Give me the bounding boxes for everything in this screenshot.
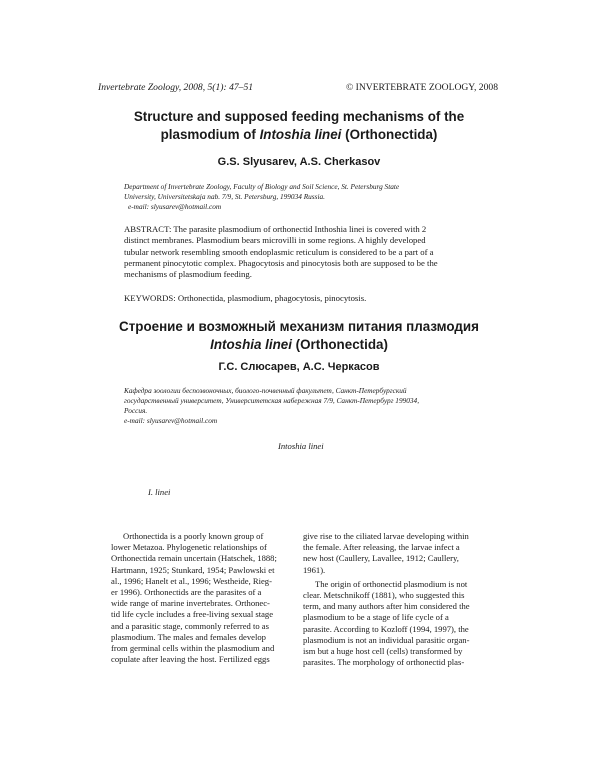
russian-affiliation-line3: Россия. [124,406,148,415]
copyright-notice: © INVERTEBRATE ZOOLOGY, 2008 [345,82,498,93]
body-line: The origin of orthonectid plasmodium is not [315,578,468,589]
english-affiliation-line2: University, Universitetskaja nab. 7/9, St. Petersburg, 199034 Russia. [124,192,325,201]
body-line: plasmodium is not an individual parasitic organ- [303,634,470,645]
body-paragraph [111,531,296,665]
body-line: al., 1996; Hanelt et al., 1996; Westheide, Rieg- [111,575,272,586]
russian-affiliation-line2: государственный университет, Университетская набережная 7/9, Санкт-Петербург 199034, [124,396,420,405]
body-line: copulate after leaving the host. Fertilized eggs [111,654,270,665]
body-line: Hartmann, 1925; Stunkard, 1954; Pawlowski et [111,564,275,575]
body-left-column [111,531,296,665]
abstract-line: distinct membranes. Plasmodium bears microvilli in some regions. A highly developed [124,235,426,246]
body-line: from germinal cells within the plasmodium and [111,643,275,654]
body-line: the female. After releasing, the larvae infect a [303,542,460,553]
russian-email: e-mail: slyusarev@hotmail.com [124,416,218,425]
abstract-line: ABSTRACT: The parasite plasmodium of orthonectid Inthoshia linei is covered with 2 [124,224,427,234]
english-abstract [124,224,484,280]
english-title-line1: Structure and supposed feeding mechanisms of the [133,109,465,124]
abstract-line: permanent pinocytotic complex. Phagocytosis and pinocytosis both are supposed to be the [124,257,438,268]
english-affiliation [124,182,486,212]
body-line: Orthonectida remain uncertain (Hatschek, 1888; [111,553,277,564]
russian-title-line1: Строение и возможный механизм питания плазмодия [119,319,479,334]
body-line: 1961). [303,564,326,575]
english-keywords: KEYWORDS: Orthonectida, plasmodium, phagocytosis, pinocytosis. [124,293,367,303]
russian-body-species: I. linei [148,487,171,497]
body-line: ism but a huge host cell (cells) transformed by [303,646,463,657]
russian-title-line2 [98,336,500,354]
body-line: plasmodium to be a stage of life cycle of a [303,612,449,623]
body-line: clear. Metschnikoff (1881), who suggested this [303,590,465,601]
russian-affiliation [124,386,486,426]
english-title-post: (Orthonectida) [341,127,438,142]
russian-abstract-species: Intoshia linei [278,441,324,451]
body-line: plasmodium. The males and females develop [111,631,266,642]
english-title [98,108,500,144]
russian-title [98,318,500,354]
body-paragraph [303,579,489,669]
english-title-pre: plasmodium of [160,127,260,142]
body-line: term, and many authors after him considered the [303,601,470,612]
body-line: parasite. According to Kozloff (1994, 1997), the [303,623,469,634]
body-line: wide range of marine invertebrates. Orthonec- [111,598,270,609]
body-line: give rise to the ciliated larvae developing within [303,531,469,541]
russian-authors: Г.С. Слюсарев, А.С. Черкасов [218,361,380,373]
body-line: tid life cycle includes a free-living sexual stage [111,609,274,620]
body-paragraph [303,531,489,576]
english-authors: G.S. Slyusarev, A.S. Cherkasov [217,156,381,168]
russian-title-species: Intoshia linei [210,337,292,352]
abstract-line: mechanisms of plasmodium feeding. [124,269,252,280]
body-line: lower Metazoa. Phylogenetic relationships of [111,542,267,553]
body-line: new host (Caullery, Lavallee, 1912; Caullery, [303,553,459,564]
body-line: er 1996). Orthonectids are the parasites of a [111,587,262,598]
body-line: parasites. The morphology of orthonectid plas- [303,657,465,668]
body-line: Orthonectida is a poorly known group of [123,531,264,541]
english-affiliation-line1: Department of Invertebrate Zoology, Faculty of Biology and Soil Science, St. Petersburg State [124,182,400,191]
body-line: and a parasitic stage, commonly referred to as [111,620,269,631]
body-right-column [303,531,489,668]
english-email: e-mail: slyusarev@hotmail.com [128,202,222,211]
abstract-line: tubular network resembling smooth endoplasmic reticulum is considered to be a part of a [124,246,434,257]
russian-affiliation-line1: Кафедра зоологии беспозвоночных, биолого-почвенный факультет, Санкт-Петербургский [124,386,407,395]
russian-title-post: (Orthonectida) [291,337,388,352]
english-title-line2 [98,126,500,144]
journal-citation: Invertebrate Zoology, 2008, 5(1): 47–51 [98,82,254,93]
english-title-species: Intoshia linei [259,127,342,142]
